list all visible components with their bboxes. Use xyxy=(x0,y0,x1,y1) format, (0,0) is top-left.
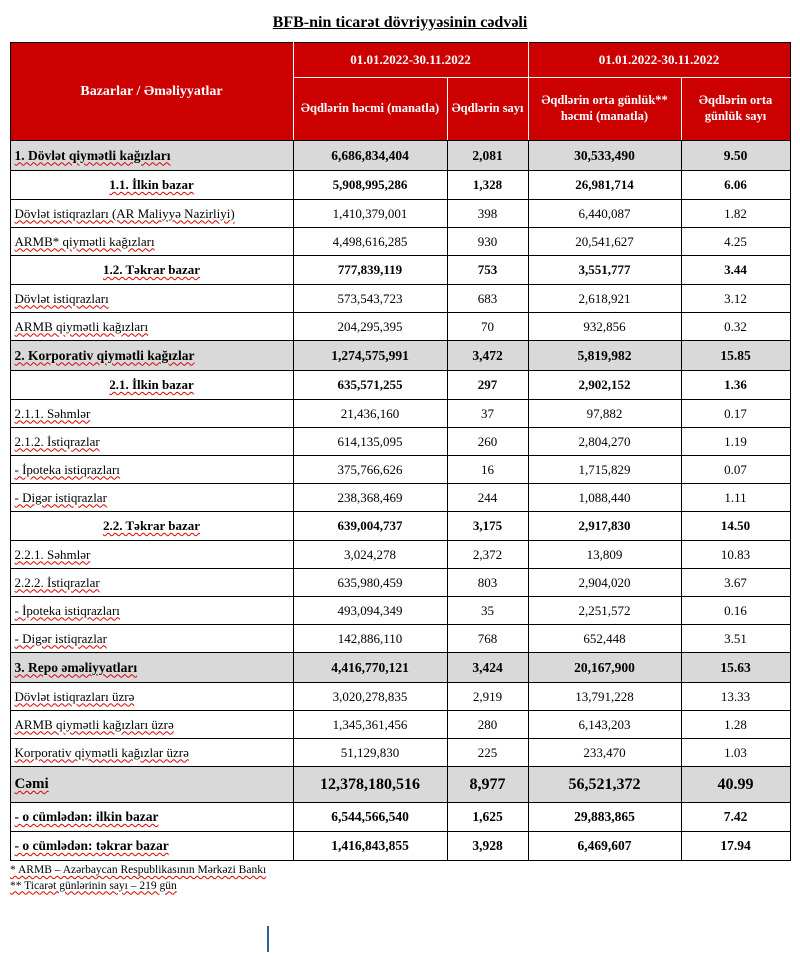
row-value: 7.42 xyxy=(681,803,790,832)
row-value: 15.63 xyxy=(681,653,790,683)
column-header-markets-operations: Bazarlar / Əməliyyatlar xyxy=(10,43,293,141)
row-label: 1. Dövlət qiymətli kağızları xyxy=(14,147,171,163)
row-label: 2.2. Təkrar bazar xyxy=(102,518,200,533)
row-value: 142,886,110 xyxy=(293,625,447,653)
row-value: 3,424 xyxy=(447,653,528,683)
table-row xyxy=(10,141,790,171)
table-row xyxy=(10,803,790,832)
row-value: 635,980,459 xyxy=(293,569,447,597)
row-label-cell xyxy=(10,371,293,400)
row-value: 8,977 xyxy=(447,767,528,803)
table-row xyxy=(10,739,790,767)
row-value: 2,618,921 xyxy=(528,285,681,313)
table-row xyxy=(10,313,790,341)
row-value: 3,472 xyxy=(447,341,528,371)
row-value: 16 xyxy=(447,456,528,484)
row-value: 639,004,737 xyxy=(293,512,447,541)
row-value: 1,328 xyxy=(447,171,528,200)
table-row xyxy=(10,456,790,484)
row-value: 0.17 xyxy=(681,400,790,428)
column-header-avg-daily-count: Əqdlərin orta günlük sayı xyxy=(681,78,790,141)
row-value: 2,081 xyxy=(447,141,528,171)
table-row xyxy=(10,711,790,739)
table-row xyxy=(10,541,790,569)
row-value: 3,551,777 xyxy=(528,256,681,285)
row-value: 10.83 xyxy=(681,541,790,569)
column-header-deal-volume: Əqdlərin həcmi (manatla) xyxy=(293,78,447,141)
row-label-cell xyxy=(10,341,293,371)
row-value: 13.33 xyxy=(681,683,790,711)
row-value: 1,715,829 xyxy=(528,456,681,484)
row-value: 932,856 xyxy=(528,313,681,341)
row-label-cell xyxy=(10,739,293,767)
row-value: 280 xyxy=(447,711,528,739)
row-label-cell xyxy=(10,256,293,285)
row-value: 244 xyxy=(447,484,528,512)
row-value: 803 xyxy=(447,569,528,597)
row-value: 493,094,349 xyxy=(293,597,447,625)
turnover-table xyxy=(10,42,791,861)
row-value: 56,521,372 xyxy=(528,767,681,803)
row-value: 5,908,995,286 xyxy=(293,171,447,200)
row-value: 3,024,278 xyxy=(293,541,447,569)
text-cursor xyxy=(267,926,269,952)
row-label-cell xyxy=(10,569,293,597)
row-value: 3.12 xyxy=(681,285,790,313)
row-value: 20,541,627 xyxy=(528,228,681,256)
table-row xyxy=(10,512,790,541)
row-label-cell xyxy=(10,171,293,200)
row-value: 1.28 xyxy=(681,711,790,739)
row-label-cell xyxy=(10,428,293,456)
row-value: 30,533,490 xyxy=(528,141,681,171)
table-row xyxy=(10,400,790,428)
row-value: 225 xyxy=(447,739,528,767)
row-value: 1.82 xyxy=(681,200,790,228)
row-value: 1.11 xyxy=(681,484,790,512)
row-value: 1,274,575,991 xyxy=(293,341,447,371)
row-value: 1.36 xyxy=(681,371,790,400)
row-value: 70 xyxy=(447,313,528,341)
row-value: 297 xyxy=(447,371,528,400)
row-value: 683 xyxy=(447,285,528,313)
row-label-cell xyxy=(10,767,293,803)
table-body xyxy=(10,141,790,861)
row-value: 6.06 xyxy=(681,171,790,200)
row-value: 2,372 xyxy=(447,541,528,569)
row-label-cell xyxy=(10,512,293,541)
row-label: 2.2.2. İstiqrazlar xyxy=(14,574,100,590)
row-label-cell xyxy=(10,313,293,341)
row-label-cell xyxy=(10,484,293,512)
row-value: 768 xyxy=(447,625,528,653)
row-value: 398 xyxy=(447,200,528,228)
row-label: 2.2.1. Səhmlər xyxy=(14,546,91,562)
row-label-cell xyxy=(10,456,293,484)
row-value: 13,809 xyxy=(528,541,681,569)
table-row xyxy=(10,200,790,228)
table-row xyxy=(10,484,790,512)
row-label: - İpoteka istiqrazları xyxy=(14,461,120,477)
table-row xyxy=(10,428,790,456)
row-value: 4,498,616,285 xyxy=(293,228,447,256)
row-value: 2,804,270 xyxy=(528,428,681,456)
row-value: 29,883,865 xyxy=(528,803,681,832)
table-row xyxy=(10,625,790,653)
row-value: 0.16 xyxy=(681,597,790,625)
row-label: 2.1. İlkin bazar xyxy=(109,377,194,392)
row-value: 2,251,572 xyxy=(528,597,681,625)
row-value: 3.67 xyxy=(681,569,790,597)
row-value: 2,917,830 xyxy=(528,512,681,541)
row-value: 2,919 xyxy=(447,683,528,711)
period-header-1: 01.01.2022-30.11.2022 xyxy=(293,43,528,78)
row-value: 777,839,119 xyxy=(293,256,447,285)
row-value: 238,368,469 xyxy=(293,484,447,512)
row-label: - Digər istiqrazlar xyxy=(14,630,107,646)
row-value: 6,469,607 xyxy=(528,832,681,861)
row-value: 1,088,440 xyxy=(528,484,681,512)
row-value: 4,416,770,121 xyxy=(293,653,447,683)
row-label-cell xyxy=(10,228,293,256)
row-label: - İpoteka istiqrazları xyxy=(14,602,120,618)
row-value: 1.19 xyxy=(681,428,790,456)
table-row xyxy=(10,341,790,371)
row-label-cell xyxy=(10,541,293,569)
row-value: 204,295,395 xyxy=(293,313,447,341)
row-value: 14.50 xyxy=(681,512,790,541)
row-label: - o cümlədən: ilkin bazar xyxy=(14,809,159,824)
row-value: 4.25 xyxy=(681,228,790,256)
row-value: 3,928 xyxy=(447,832,528,861)
row-value: 20,167,900 xyxy=(528,653,681,683)
row-label-cell xyxy=(10,597,293,625)
row-label: ARMB qiymətli kağızları üzrə xyxy=(14,716,174,732)
footnote-armb: * ARMB – Azərbaycan Respublikasının Mərkəzi Bankı xyxy=(10,864,267,876)
row-value: 652,448 xyxy=(528,625,681,653)
table-row xyxy=(10,683,790,711)
row-label-cell xyxy=(10,653,293,683)
table-header xyxy=(10,43,790,141)
row-label-cell xyxy=(10,832,293,861)
row-label-cell xyxy=(10,400,293,428)
row-label: 3. Repo əməliyyatları xyxy=(14,659,138,675)
row-value: 1,416,843,855 xyxy=(293,832,447,861)
row-value: 97,882 xyxy=(528,400,681,428)
column-header-deal-count: Əqdlərin sayı xyxy=(447,78,528,141)
row-value: 6,544,566,540 xyxy=(293,803,447,832)
row-label: 1.1. İlkin bazar xyxy=(109,177,194,192)
row-label: ARMB* qiymətli kağızları xyxy=(14,233,155,249)
row-label: - o cümlədən: təkrar bazar xyxy=(14,838,169,853)
row-value: 6,143,203 xyxy=(528,711,681,739)
table-row xyxy=(10,171,790,200)
row-value: 3,020,278,835 xyxy=(293,683,447,711)
row-value: 233,470 xyxy=(528,739,681,767)
row-label: 1.2. Təkrar bazar xyxy=(102,262,200,277)
row-label: Dövlət istiqrazları xyxy=(14,290,109,306)
row-value: 2,904,020 xyxy=(528,569,681,597)
row-value: 573,543,723 xyxy=(293,285,447,313)
row-value: 753 xyxy=(447,256,528,285)
footnotes xyxy=(10,863,800,894)
row-value: 1,345,361,456 xyxy=(293,711,447,739)
row-value: 3,175 xyxy=(447,512,528,541)
row-value: 21,436,160 xyxy=(293,400,447,428)
footnote-trading-days: ** Ticarət günlərinin sayı – 219 gün xyxy=(10,879,177,892)
row-value: 26,981,714 xyxy=(528,171,681,200)
row-label-cell xyxy=(10,141,293,171)
table-row xyxy=(10,228,790,256)
row-value: 1,625 xyxy=(447,803,528,832)
table-row xyxy=(10,285,790,313)
table-row xyxy=(10,767,790,803)
table-row xyxy=(10,832,790,861)
row-value: 9.50 xyxy=(681,141,790,171)
row-label-cell xyxy=(10,683,293,711)
row-value: 17.94 xyxy=(681,832,790,861)
row-label-cell xyxy=(10,285,293,313)
row-value: 0.07 xyxy=(681,456,790,484)
row-value: 1.03 xyxy=(681,739,790,767)
row-value: 2,902,152 xyxy=(528,371,681,400)
row-label: - Digər istiqrazlar xyxy=(14,489,107,505)
row-label: 2.1.1. Səhmlər xyxy=(14,405,91,421)
row-value: 3.51 xyxy=(681,625,790,653)
row-label: 2. Korporativ qiymətli kağızlar xyxy=(14,347,195,363)
table-row xyxy=(10,569,790,597)
row-label: 2.1.2. İstiqrazlar xyxy=(14,433,100,449)
row-value: 37 xyxy=(447,400,528,428)
row-label: Cəmi xyxy=(14,776,49,792)
row-value: 15.85 xyxy=(681,341,790,371)
row-value: 930 xyxy=(447,228,528,256)
row-value: 375,766,626 xyxy=(293,456,447,484)
row-value: 35 xyxy=(447,597,528,625)
row-value: 1,410,379,001 xyxy=(293,200,447,228)
row-label: Dövlət istiqrazları (AR Maliyyə Nazirliyi) xyxy=(14,205,235,221)
row-value: 51,129,830 xyxy=(293,739,447,767)
row-label: Korporativ qiymətli kağızlar üzrə xyxy=(14,744,189,760)
row-value: 614,135,095 xyxy=(293,428,447,456)
row-value: 260 xyxy=(447,428,528,456)
table-row xyxy=(10,597,790,625)
row-value: 13,791,228 xyxy=(528,683,681,711)
row-value: 5,819,982 xyxy=(528,341,681,371)
column-header-avg-daily-volume: Əqdlərin orta günlük** həcmi (manatla) xyxy=(528,78,681,141)
row-value: 6,686,834,404 xyxy=(293,141,447,171)
row-label-cell xyxy=(10,803,293,832)
row-value: 0.32 xyxy=(681,313,790,341)
row-value: 3.44 xyxy=(681,256,790,285)
row-value: 635,571,255 xyxy=(293,371,447,400)
table-row xyxy=(10,653,790,683)
row-value: 12,378,180,516 xyxy=(293,767,447,803)
row-label: ARMB qiymətli kağızları xyxy=(14,318,149,334)
row-label-cell xyxy=(10,200,293,228)
row-value: 6,440,087 xyxy=(528,200,681,228)
period-header-2: 01.01.2022-30.11.2022 xyxy=(528,43,790,78)
row-value: 40.99 xyxy=(681,767,790,803)
page-title: BFB-nin ticarət dövriyyəsinin cədvəli xyxy=(272,14,528,31)
row-label-cell xyxy=(10,625,293,653)
table-row xyxy=(10,256,790,285)
row-label-cell xyxy=(10,711,293,739)
row-label: Dövlət istiqrazları üzrə xyxy=(14,688,135,704)
table-row xyxy=(10,371,790,400)
